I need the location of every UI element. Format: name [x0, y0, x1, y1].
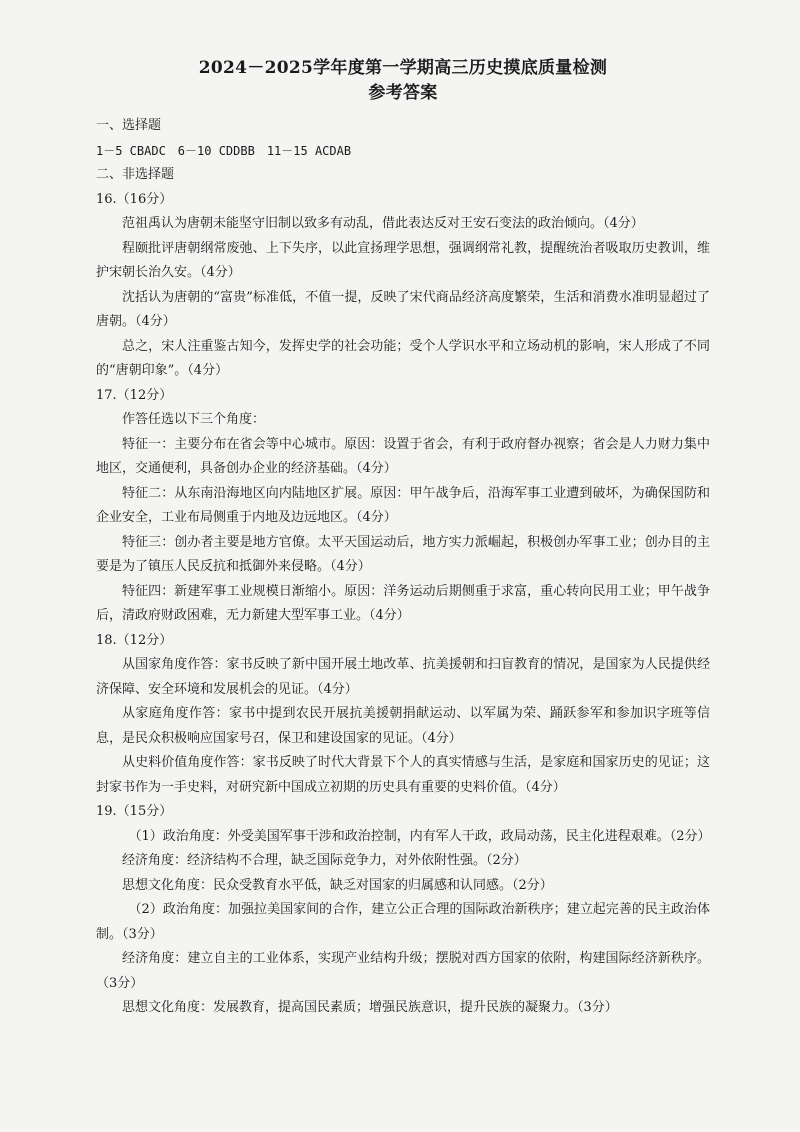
question-16-header: 16.（16分） [96, 191, 173, 207]
question-18-answer-2: 从家庭角度作答：家书中提到农民开展抗美援朝捐献运动、以军属为荣、踊跃参军和参加识字班等信息，是民众积极响应国家号召，保卫和建设国家的见证。（4分） [96, 706, 710, 746]
question-16-answer-4: 总之，宋人注重鉴古知今，发挥史学的社会功能；受个人学识水平和立场动机的影响，宋人形成了不同的“唐朝印象”。（4分） [96, 338, 710, 378]
document-title: 2024－2025学年度第一学期高三历史摸底质量检测 [198, 58, 608, 78]
question-19-answer-2: 经济角度：经济结构不合理，缺乏国际竞争力，对外依附性强。（2分） [122, 853, 527, 868]
question-18-answer-3: 从史料价值角度作答：家书反映了时代大背景下个人的真实情感与生活，是家庭和国家历史的见证；这封家书作为一手史料，对研究新中国成立初期的历史具有重要的史料价值。（4分） [96, 755, 710, 795]
question-17-answer-3: 特征三：创办者主要是地方官僚。太平天国运动后，地方实力派崛起，积极创办军事工业；创办目的主要是为了镇压人民反抗和抵御外来侵略。（4分） [96, 534, 710, 574]
question-16-answer-1: 范祖禹认为唐朝未能坚守旧制以致多有动乱，借此表达反对王安石变法的政治倾向。（4分） [122, 216, 644, 231]
section-heading-multiple-choice: 一、选择题 [96, 118, 162, 133]
section-heading-non-multiple-choice: 二、非选择题 [96, 167, 175, 182]
question-19-answer-5: 经济角度：建立自主的工业体系，实现产业结构升级；摆脱对西方国家的依附，构建国际经济新秩序。（3分） [96, 951, 710, 991]
question-19-answer-4: （2）政治角度：加强拉美国家间的合作，建立公正合理的国际政治新秩序；建立起完善的民主政治体制。（3分） [96, 902, 710, 942]
question-19-header: 19.（15分） [96, 804, 173, 819]
question-17-header: 17.（12分） [96, 387, 173, 403]
question-17-answer-2: 特征二：从东南沿海地区向内陆地区扩展。原因：甲午战争后，沿海军事工业遭到破坏，为确保国防和企业安全，工业布局侧重于内地及边远地区。（4分） [96, 485, 710, 525]
question-17-answer-4: 特征四：新建军事工业规模日渐缩小。原因：洋务运动后期侧重于求富，重心转向民用工业；甲午战争后，清政府财政困难，无力新建大型军事工业。（4分） [96, 583, 710, 623]
question-16-answer-2: 程颐批评唐朝纲常废弛、上下失序，以此宣扬理学思想，强调纲常礼教，提醒统治者吸取历史教训，维护宋朝长治久安。（4分） [96, 240, 710, 280]
question-18-answer-1: 从国家角度作答：家书反映了新中国开展土地改革、抗美援朝和扫盲教育的情况，是国家为人民提供经济保障、安全环境和发展机会的见证。（4分） [96, 657, 710, 697]
question-19-answer-6: 思想文化角度：发展教育，提高国民素质；增强民族意识，提升民族的凝聚力。（3分） [122, 1000, 618, 1015]
question-19-answer-3: 思想文化角度：民众受教育水平低，缺乏对国家的归属感和认同感。（2分） [122, 877, 553, 893]
question-17-intro: 作答任选以下三个角度： [122, 412, 266, 427]
multiple-choice-answers: 1－5 CBADC 6－10 CDDBB 11－15 ACDAB [96, 143, 352, 158]
question-19-answer-1: （1）政治角度：外受美国军事干涉和政治控制，内有军人干政，政局动荡，民主化进程艰难。（2分） [128, 828, 711, 844]
question-17-answer-1: 特征一：主要分布在省会等中心城市。原因：设置于省会，有利于政府督办视察；省会是人力财力集中地区，交通便利，具备创办企业的经济基础。（4分） [96, 436, 710, 476]
question-18-header: 18.（12分） [96, 632, 173, 648]
question-16-answer-3: 沈括认为唐朝的“富贵”标准低，不值一提，反映了宋代商品经济高度繁荣，生活和消费水准明显超过了唐朝。（4分） [96, 289, 710, 329]
document-subtitle: 参考答案 [368, 83, 438, 103]
